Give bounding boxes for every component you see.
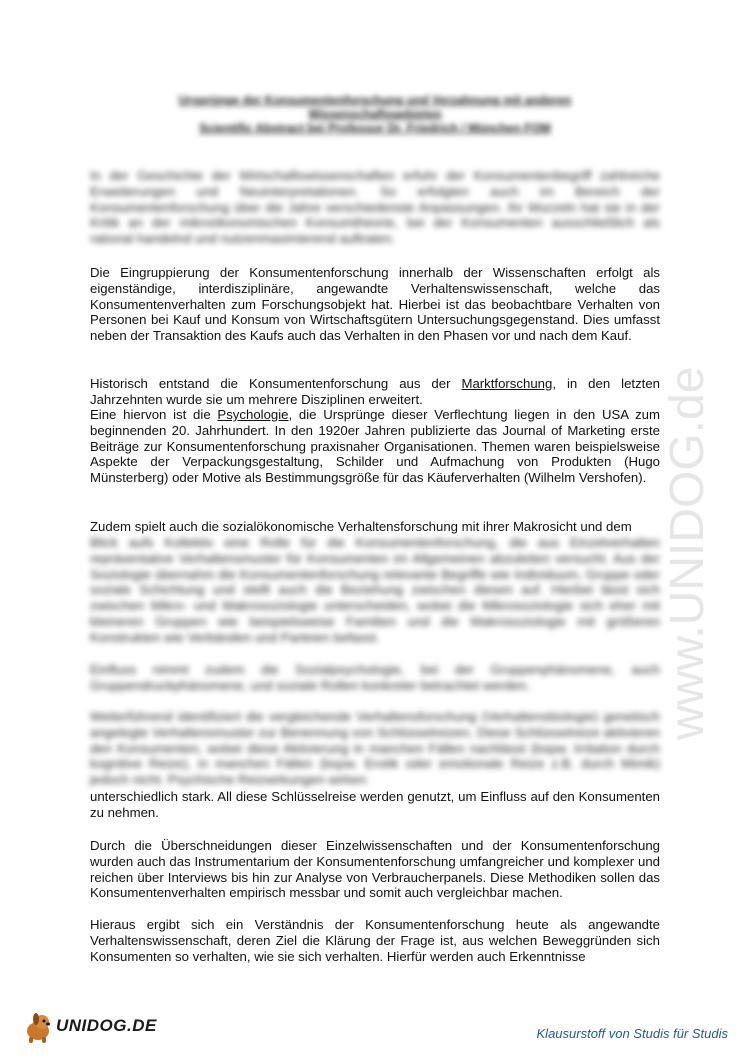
paragraph-2 (90, 376, 660, 408)
document-title (90, 93, 660, 135)
intro-paragraph: In der Geschichte der Wirtschaftswissenschaften erfuhr der Konsumentenbegriff zahlreiche Erweiterungen und Neuinterpretationen. So erfolgten auch im Bereich der Konsumentenforschung über die Jahre verschiedenste Anpassungen. Ihr Wurzeln hat sie in der Kritik an der mikroökonomischen Konsumtheorie, bei der Konsumenten ausschließlich als rational handelnd und nutzenmaximierend auftraten. (90, 168, 660, 247)
title-line-3: Scientific Abstract bei Professor Dr. Friedrich / München FOM (199, 121, 551, 135)
logo-text: UNIDOG.DE (56, 1016, 157, 1035)
paragraph-4-blurred: Blick aufs Kollektiv eine Rolle für die Konsumentenforschung, die aus Einzelverhalten repräsentative Verhaltensmuster für Konsumenten im Allgemeinen abzuleiten versucht. Aus der Soziologie übernahm die Konsumentenforschung relevante Begriffe wie Individuum, Gruppe oder soziale Schichtung und stellt auch die Beziehung zwischen diesen auf. Hierbei lässt sich zwischen Mikro- und Makrosoziologie unterscheiden, wobei die Mikrosoziologie sich eher mit kleineren Gruppen wie beispielsweise Familien und die Makrosoziologie mit größeren Konstrukten wie Verbänden und Parteien befasst. (90, 535, 660, 645)
title-line-2: Wissenschaftsgebieten (308, 107, 442, 121)
paragraph-5-blurred: Einfluss nimmt zudem die Sozialpsychologie, bei der Gruppenphänomene, auch Gruppendruckphänomene, und soziale Rollen konkreter betrachtet werden. (90, 662, 660, 693)
paragraph-4-first-line: Zudem spielt auch die sozialökonomische Verhaltensforschung mit ihrer Makrosicht und dem (90, 519, 632, 534)
link-psychologie[interactable]: Psychologie (217, 407, 289, 422)
paragraph-1: Die Eingruppierung der Konsumentenforschung innerhalb der Wissenschaften erfolgt als eigenständige, interdisziplinäre, angewandte Verhaltenswissenschaft, welche das Konsumentenverhalten zum Forschungsobjekt hat. Hierbei ist das beobachtbare Verhalten von Personen bei Kauf und Konsum von Wirtschaftsgütern Untersuchungsgegenstand. Dies umfasst neben der Transaktion des Kaufs auch das Verhalten in den Phasen vor und nach dem Kauf. (90, 265, 660, 344)
paragraph-6-blurred: Weiterführend identifiziert die vergleichende Verhaltensforschung (Verhaltensbiologie) genetisch angelegte Verhaltensmuster zur Benennung von Schlüsselreizen. Diese Schlüsselreize aktivieren den Konsumenten, wobei diese Aktivierung in manchen Fällen nachlässt (bspw. Irritation durch kognitive Reize), in manchen Fällen (bspw. Erotik oder emotionale Reize z.B. durch Mimik) jedoch nicht. Psychische Reizwirkungen wirken (90, 709, 660, 788)
paragraph-8: Hieraus ergibt sich ein Verständnis der Konsumentenforschung heute als angewandte Verhaltenswissenschaft, deren Ziel die Klärung der Frage ist, aus welchen Beweggründen sich Konsumenten so verhalten, wie sie sich verhalten. Hierfür werden auch Erkenntnisse (90, 917, 660, 964)
paragraph-2-text-b: , in den letzten Jahrzehnten wurde sie um mehrere Disziplinen erweitert. (90, 376, 661, 407)
paragraph-3-text-b: , die Ursprünge dieser Verflechtung liegen in den USA zum beginnenden 20. Jahrhundert. In den 1920er Jahren publizierte das Journal of Marketing erste Beiträge zur Konsumentenforschung praxisnaher Organisationen. Themen waren beispielsweise Aspekte der Verpackungsgestaltung, Schilder und Aufmachung von Produkten (Hugo Münsterberg) oder Motive als Bestimmungsgröße für das Käuferverhalten (Wilhelm Vershofen). (90, 407, 661, 486)
title-line-1: Ursprünge der Konsumentenforschung und Verzahnung mit anderen (178, 93, 572, 107)
paragraph-3-text-a: Eine hiervon ist die (90, 407, 218, 422)
dog-icon (20, 1009, 56, 1045)
paragraph-3 (90, 407, 660, 486)
paragraph-7: Durch die Überschneidungen dieser Einzelwissenschaften und der Konsumentenforschung wurden auch das Instrumentarium der Konsumentenforschung umfangreicher und komplexer und reichen über Interviews bis hin zur Analyse von Verbraucherpanels. Diese Methodiken sollen das Konsumentenverhalten empirisch messbar und somit auch vergleichbar machen. (90, 838, 660, 901)
footer-tagline: Klausurstoff von Studis für Studis (536, 1026, 728, 1041)
paragraph-2-text-a: Historisch entstand die Konsumentenforschung aus der (90, 376, 462, 391)
paragraph-6-visible: unterschiedlich stark. All diese Schlüsselreise werden genutzt, um Einfluss auf den Konsumenten zu nehmen. (90, 789, 660, 820)
unidog-logo (20, 1009, 160, 1045)
watermark-text: www.UNIDOG.de (661, 366, 714, 740)
link-marktforschung[interactable]: Marktforschung (461, 376, 553, 391)
